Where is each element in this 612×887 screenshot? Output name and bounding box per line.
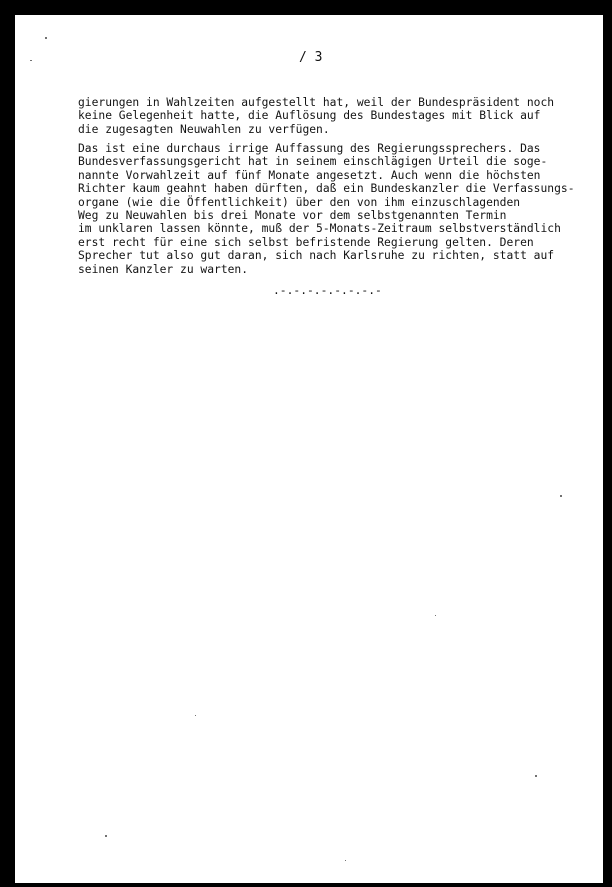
text-line: organe (wie die Öffentlichkeit) über den von ihm einzuschlagenden [78,195,521,209]
text-line: nannte Vorwahlzeit auf fünf Monate angesetzt. Auch wenn die höchsten [78,168,541,182]
scan-speck [560,495,562,497]
end-separator: .-.-.-.-.-.-.-.- [273,284,382,297]
scan-speck [105,835,107,837]
text-line: Bundesverfassungsgericht hat in seinem einschlägigen Urteil die soge- [78,155,548,169]
paragraph-main [78,142,578,276]
scan-speck [535,775,537,777]
scan-speck [435,615,436,616]
text-line: Sprecher tut also gut daran, sich nach Karlsruhe zu richten, statt auf [78,249,555,263]
scan-speck [45,37,47,39]
scan-speck [30,60,32,61]
page-number: / 3 [299,50,323,65]
text-line: Richter kaum geahnt haben dürften, daß ein Bundeskanzler die Verfassungs- [78,182,575,196]
scan-speck [195,715,196,716]
text-line: gierungen in Wahlzeiten aufgestellt hat, weil der Bundespräsident noch [78,96,555,109]
text-line: im unklaren lassen könnte, muß der 5-Monats-Zeitraum selbstverständlich [78,222,561,236]
text-line: Das ist eine durchaus irrige Auffassung des Regierungssprechers. Das [78,142,541,155]
text-line: die zugesagten Neuwahlen zu verfügen. [78,122,330,136]
text-line: seinen Kanzler zu warten. [78,262,249,276]
text-line: Weg zu Neuwahlen bis drei Monate vor dem selbstgenannten Termin [78,209,507,223]
paragraph-continuation [78,96,578,136]
text-line: keine Gelegenheit hatte, die Auflösung des Bundestages mit Blick auf [78,109,541,123]
text-line: erst recht für eine sich selbst befristende Regierung gelten. Deren [78,235,534,249]
document-page [15,15,603,883]
scan-speck [345,860,346,861]
